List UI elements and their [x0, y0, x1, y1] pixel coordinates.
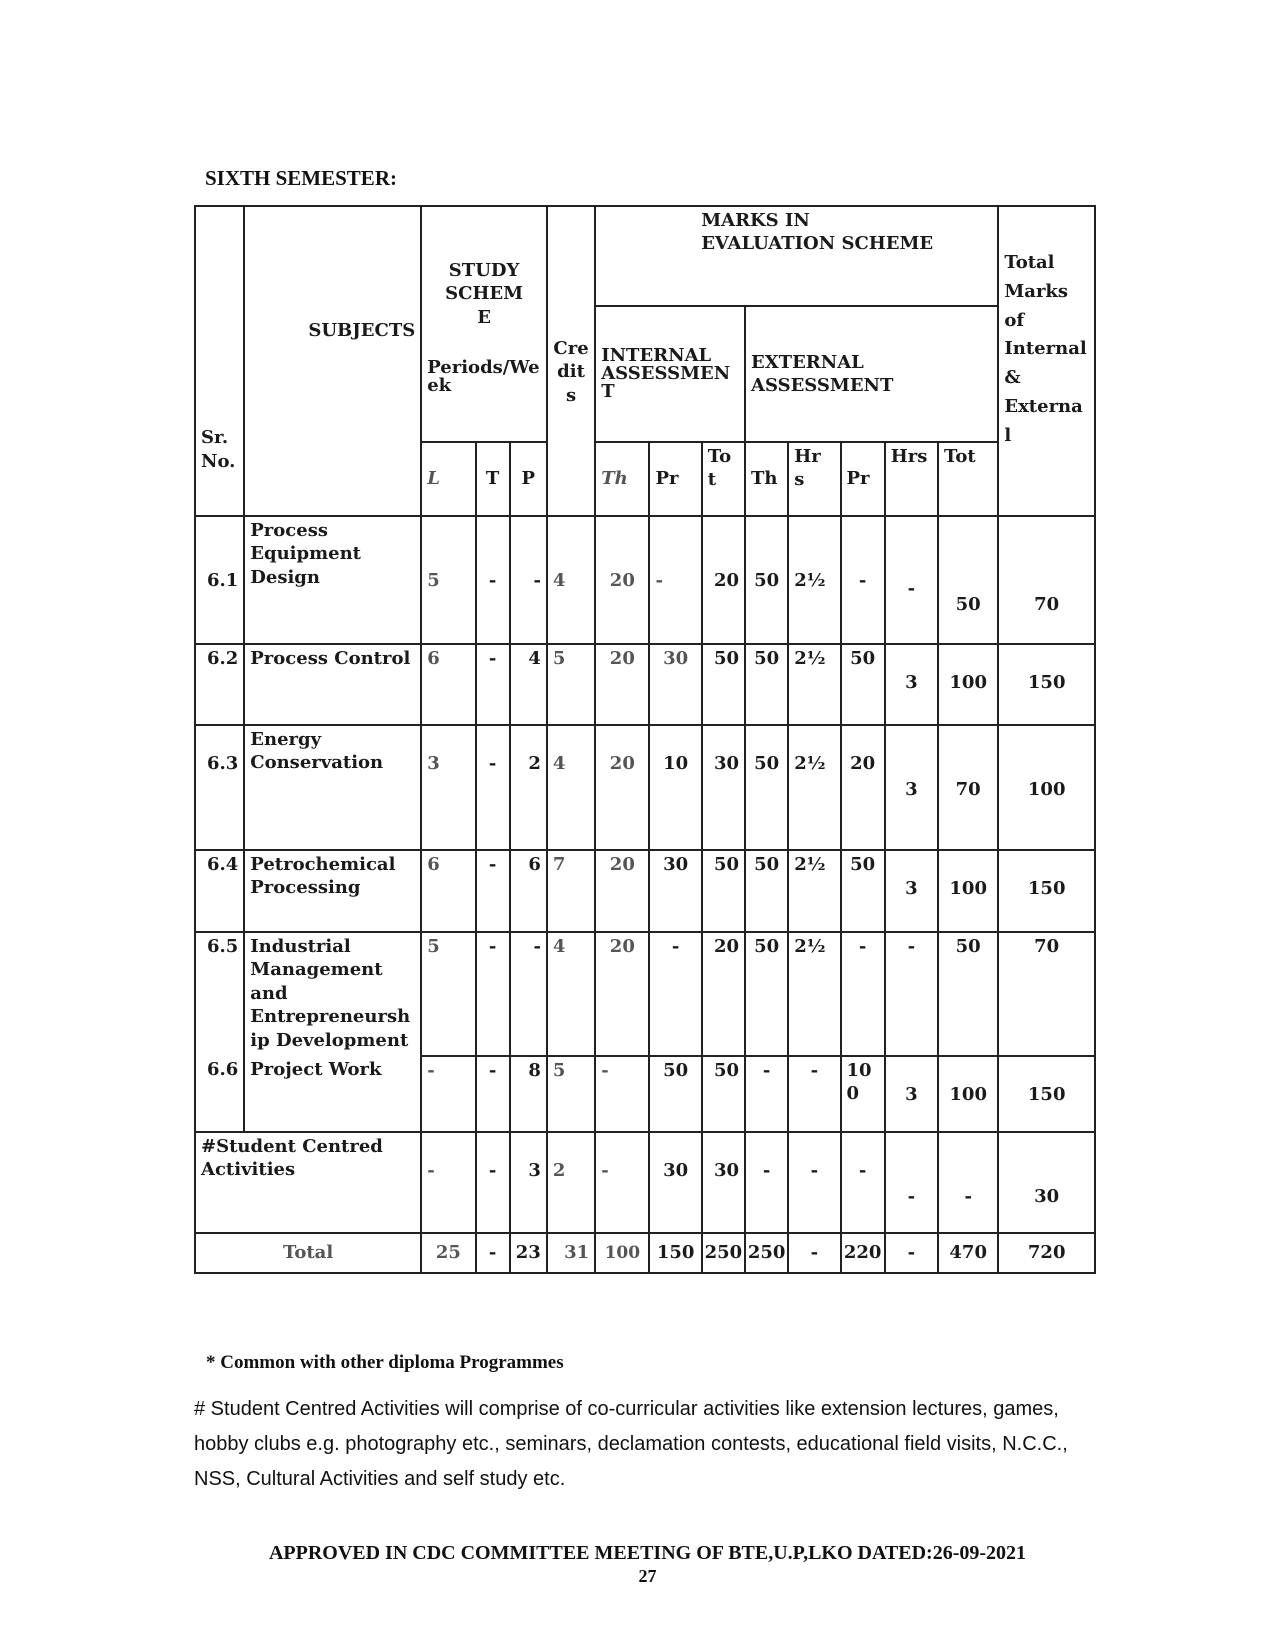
- row-t: -: [476, 1132, 510, 1233]
- row-hrs: -: [885, 932, 938, 1056]
- row-ext-pr: -: [841, 932, 885, 1056]
- row-int-th: 20: [595, 932, 649, 1056]
- row-ext-pr: 20: [841, 725, 885, 850]
- evaluation-scheme-table: [194, 205, 1096, 1274]
- header-col-ext-pr: Pr: [841, 442, 885, 516]
- row-total: 150: [998, 850, 1095, 932]
- row-credits: 4: [547, 516, 595, 644]
- total-ext-th: 250: [745, 1233, 788, 1273]
- row-sr: 6.5: [195, 932, 244, 1056]
- row-l: -: [421, 1056, 475, 1132]
- row-p: -: [510, 932, 547, 1056]
- row-total: 150: [998, 1056, 1095, 1132]
- row-ext-tot: 100: [938, 1056, 998, 1132]
- row-int-tot: 30: [702, 725, 745, 850]
- row-l: 6: [421, 850, 475, 932]
- row-subject: Industrial Management and Entrepreneurship Development: [244, 932, 421, 1056]
- total-p: 23: [510, 1233, 547, 1273]
- header-col-int-pr: Pr: [649, 442, 701, 516]
- table-row: [195, 850, 1095, 932]
- row-t: -: [476, 725, 510, 850]
- row-t: -: [476, 932, 510, 1056]
- table-row-activities: [195, 1132, 1095, 1233]
- row-l: 5: [421, 516, 475, 644]
- total-int-tot: 250: [702, 1233, 745, 1273]
- header-credits: Cre dits: [547, 206, 595, 516]
- header-marks-evaluation: MARKS IN EVALUATION SCHEME: [595, 206, 998, 306]
- row-int-th: 20: [595, 850, 649, 932]
- header-col-hrs: Hrs: [885, 442, 938, 516]
- total-label: Total: [195, 1233, 421, 1273]
- row-hrs: -: [885, 1132, 938, 1233]
- row-int-tot: 20: [702, 932, 745, 1056]
- row-sr: 6.3: [195, 725, 244, 850]
- total-hrs: -: [885, 1233, 938, 1273]
- total-int-pr: 150: [649, 1233, 701, 1273]
- row-ext-th: 50: [745, 932, 788, 1056]
- row-l: 6: [421, 644, 475, 725]
- total-credits: 31: [547, 1233, 595, 1273]
- row-credits: 4: [547, 725, 595, 850]
- note-activities: # Student Centred Activities will comprise of co-curricular activities like extension lectures, games, hobby clubs e.g. photography etc., seminars, declamation contests, educational field visits, N.C.C., NSS, Cultural Activities and self study etc.: [194, 1398, 1068, 1490]
- row-subject: Process Control: [244, 644, 421, 725]
- row-ext-tot: 50: [938, 516, 998, 644]
- row-int-th: 20: [595, 644, 649, 725]
- row-sr: 6.6: [195, 1056, 244, 1132]
- row-hrs: 3: [885, 1056, 938, 1132]
- row-p: 3: [510, 1132, 547, 1233]
- row-sr: 6.4: [195, 850, 244, 932]
- header-external-assessment: EXTERNAL ASSESSMENT: [745, 306, 998, 442]
- row-t: -: [476, 516, 510, 644]
- table-row: [195, 516, 1095, 644]
- note-common: * Common with other diploma Programmes: [206, 1352, 564, 1373]
- total-t: -: [476, 1233, 510, 1273]
- table-row-total: [195, 1233, 1095, 1273]
- header-row: [195, 206, 1095, 306]
- table-row: [195, 725, 1095, 850]
- row-sr: 6.1: [195, 516, 244, 644]
- row-ext-hrs: 2½: [788, 932, 840, 1056]
- row-credits: 7: [547, 850, 595, 932]
- total-ext-tot: 470: [938, 1233, 998, 1273]
- total-l: 25: [421, 1233, 475, 1273]
- row-int-pr: 50: [649, 1056, 701, 1132]
- row-int-th: -: [595, 1132, 649, 1233]
- row-total: 100: [998, 725, 1095, 850]
- header-col-t: T: [476, 442, 510, 516]
- row-l: 5: [421, 932, 475, 1056]
- header-internal-assessment: INTERNAL ASSESSMENT: [595, 306, 745, 442]
- row-ext-tot: -: [938, 1132, 998, 1233]
- header-sr-no: Sr. No.: [195, 206, 244, 516]
- row-ext-th: -: [745, 1056, 788, 1132]
- row-t: -: [476, 850, 510, 932]
- row-l: 3: [421, 725, 475, 850]
- header-col-int-th: Th: [595, 442, 649, 516]
- header-col-ext-hrs: Hr s: [788, 442, 840, 516]
- row-ext-th: -: [745, 1132, 788, 1233]
- row-total: 70: [998, 932, 1095, 1056]
- row-ext-th: 50: [745, 725, 788, 850]
- total-int-th: 100: [595, 1233, 649, 1273]
- row-total: 70: [998, 516, 1095, 644]
- header-col-ext-tot: Tot: [938, 442, 998, 516]
- row-ext-hrs: -: [788, 1056, 840, 1132]
- row-ext-hrs: 2½: [788, 725, 840, 850]
- row-int-pr: 30: [649, 1132, 701, 1233]
- row-p: 8: [510, 1056, 547, 1132]
- table-row: [195, 1056, 1095, 1132]
- table-row: [195, 932, 1095, 1056]
- page-heading: SIXTH SEMESTER:: [205, 166, 397, 190]
- row-subject: Project Work: [244, 1056, 421, 1132]
- row-ext-hrs: 2½: [788, 850, 840, 932]
- header-total-marks: Total Marks of Internal & External: [998, 206, 1095, 516]
- row-int-tot: 50: [702, 644, 745, 725]
- row-t: -: [476, 644, 510, 725]
- row-ext-th: 50: [745, 516, 788, 644]
- header-col-l: L: [421, 442, 475, 516]
- row-credits: 2: [547, 1132, 595, 1233]
- row-ext-pr: 50: [841, 850, 885, 932]
- row-p: 2: [510, 725, 547, 850]
- row-ext-hrs: 2½: [788, 644, 840, 725]
- row-int-th: 20: [595, 725, 649, 850]
- row-hrs: 3: [885, 725, 938, 850]
- row-t: -: [476, 1056, 510, 1132]
- row-int-tot: 30: [702, 1132, 745, 1233]
- row-int-pr: 10: [649, 725, 701, 850]
- row-int-pr: -: [649, 516, 701, 644]
- row-p: 6: [510, 850, 547, 932]
- header-study-scheme: STUDY SCHEME Periods/Week: [421, 206, 547, 442]
- header-subjects: SUBJECTS: [244, 206, 421, 516]
- row-ext-pr: 100: [841, 1056, 885, 1132]
- page-number: 27: [638, 1566, 657, 1586]
- row-ext-pr: 50: [841, 644, 885, 725]
- row-int-pr: 30: [649, 644, 701, 725]
- header-col-p: P: [510, 442, 547, 516]
- row-ext-th: 50: [745, 644, 788, 725]
- row-int-th: 20: [595, 516, 649, 644]
- row-ext-tot: 50: [938, 932, 998, 1056]
- row-subject: Petrochemical Processing: [244, 850, 421, 932]
- row-credits: 5: [547, 1056, 595, 1132]
- row-subject: Energy Conservation: [244, 725, 421, 850]
- row-ext-pr: -: [841, 516, 885, 644]
- row-credits: 4: [547, 932, 595, 1056]
- row-subject: Process Equipment Design: [244, 516, 421, 644]
- row-int-pr: -: [649, 932, 701, 1056]
- header-col-int-tot: To t: [702, 442, 745, 516]
- row-p: 4: [510, 644, 547, 725]
- row-credits: 5: [547, 644, 595, 725]
- row-subject: #Student Centred Activities: [195, 1132, 421, 1233]
- row-total: 150: [998, 644, 1095, 725]
- row-ext-tot: 100: [938, 644, 998, 725]
- row-hrs: 3: [885, 850, 938, 932]
- table-row: [195, 644, 1095, 725]
- row-hrs: -: [885, 516, 938, 644]
- row-p: -: [510, 516, 547, 644]
- row-int-pr: 30: [649, 850, 701, 932]
- header-col-ext-th: Th: [745, 442, 788, 516]
- row-ext-tot: 100: [938, 850, 998, 932]
- row-ext-tot: 70: [938, 725, 998, 850]
- row-total: 30: [998, 1132, 1095, 1233]
- total-grand: 720: [998, 1233, 1095, 1273]
- total-ext-pr: 220: [841, 1233, 885, 1273]
- row-ext-hrs: -: [788, 1132, 840, 1233]
- row-int-tot: 50: [702, 1056, 745, 1132]
- row-int-th: -: [595, 1056, 649, 1132]
- row-sr: 6.2: [195, 644, 244, 725]
- row-ext-th: 50: [745, 850, 788, 932]
- row-hrs: 3: [885, 644, 938, 725]
- approval-footer: APPROVED IN CDC COMMITTEE MEETING OF BTE,U.P,LKO DATED:26-09-2021: [268, 1542, 1027, 1564]
- row-ext-pr: -: [841, 1132, 885, 1233]
- row-int-tot: 50: [702, 850, 745, 932]
- total-ext-hrs: -: [788, 1233, 840, 1273]
- row-l: -: [421, 1132, 475, 1233]
- row-ext-hrs: 2½: [788, 516, 840, 644]
- row-int-tot: 20: [702, 516, 745, 644]
